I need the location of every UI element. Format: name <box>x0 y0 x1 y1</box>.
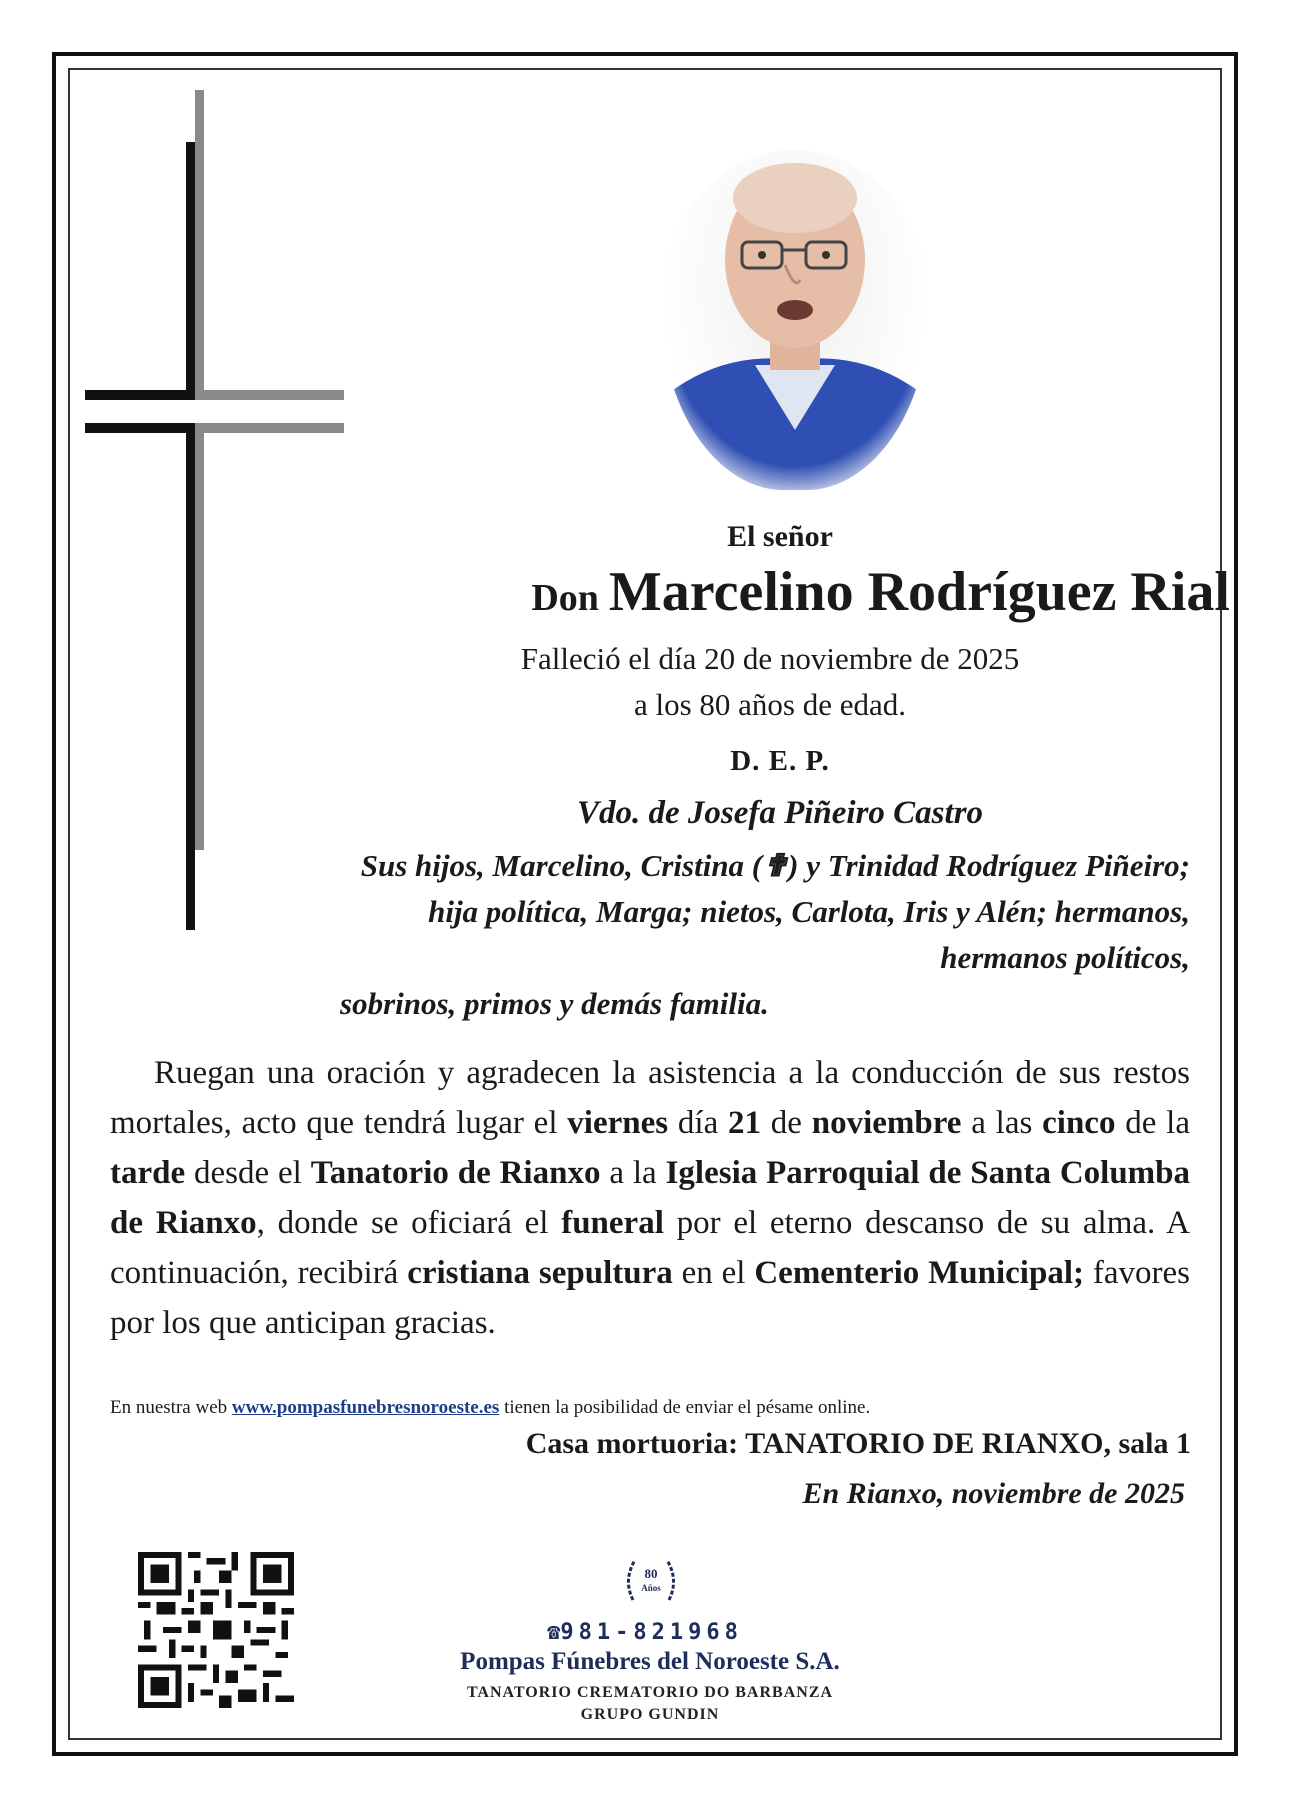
small-cross-icon: ✟ <box>762 848 789 883</box>
phone-line[interactable] <box>480 1620 810 1645</box>
anniversary-badge-icon <box>621 1550 681 1610</box>
company-subtitle-1: TANATORIO CREMATORIO DO BARBANZA <box>466 1684 834 1701</box>
ann-s4: a las <box>961 1105 1043 1141</box>
ann-s2: día <box>668 1105 728 1141</box>
dep-text: D. E. P. <box>730 745 830 777</box>
company-name: Pompas Fúnebres del Noroeste S.A. <box>460 1648 840 1675</box>
portrait-illustration <box>660 150 930 490</box>
full-name: Marcelino Rodríguez Rial <box>608 561 1230 623</box>
company-subtitle-2: GRUPO GUNDIN <box>580 1706 720 1723</box>
death-date: Falleció el día 20 de noviembre de 2025 <box>520 641 1020 676</box>
ann-burial: cristiana sepultura <box>407 1255 673 1291</box>
portrait-photo <box>660 150 930 490</box>
cross-icon <box>85 90 345 930</box>
ann-day: viernes <box>567 1105 669 1141</box>
ann-hour: cinco <box>1042 1105 1116 1141</box>
web-suffix: tienen la posibilidad de enviar el pésame online. <box>499 1397 871 1418</box>
phone-number: 981-821968 <box>560 1620 743 1645</box>
badge-number: 80 <box>644 1566 658 1581</box>
ann-origin: Tanatorio de Rianxo <box>310 1155 601 1191</box>
ann-s11: favores por los que anticipan gracias. <box>110 1255 1190 1341</box>
honorific: El señor <box>727 520 833 553</box>
ann-s1: Ruegan una oración y agradecen la asistencia a la conducción de sus restos mortales, acto que tendrá lugar el <box>110 1055 1190 1141</box>
family-text-2: ) y Trinidad Rodríguez Piñeiro; hija política, Marga; nietos, Carlota, Iris y Alén; hermanos, hermanos políticos, <box>428 848 1190 975</box>
qr-code[interactable] <box>138 1552 294 1708</box>
name-prefix: Don <box>531 577 599 619</box>
ann-time-of-day: tarde <box>110 1155 186 1191</box>
family-text-last: sobrinos, primos y demás familia. <box>340 986 769 1021</box>
ann-s7: a la <box>600 1155 666 1191</box>
family-text-1: Sus hijos, Marcelino, Cristina ( <box>360 848 763 883</box>
place-date: En Rianxo, noviembre de 2025 <box>802 1477 1185 1510</box>
ann-s6: desde el <box>185 1155 311 1191</box>
ann-church: Iglesia Parroquial de Santa Columba de Rianxo <box>110 1155 1191 1241</box>
ann-s3: de <box>761 1105 812 1141</box>
announcement-paragraph <box>110 1048 1190 1348</box>
ann-month: noviembre <box>811 1105 962 1141</box>
phone-icon: ☎ <box>547 1620 561 1645</box>
badge-word: Años <box>641 1583 661 1593</box>
age-at-death: a los 80 años de edad. <box>633 687 907 722</box>
ann-date: 21 <box>728 1105 761 1141</box>
web-prefix: En nuestra web <box>110 1397 232 1418</box>
website-link[interactable]: www.pompasfunebresnoroeste.es <box>231 1397 500 1418</box>
ann-s5: de la <box>1115 1105 1190 1141</box>
ann-s10: en el <box>672 1255 755 1291</box>
family-list <box>340 843 1190 1027</box>
deceased-name <box>400 560 1230 624</box>
ann-s8: , donde se oficiará el <box>256 1205 562 1241</box>
ann-s9: por el eterno descanso de su alma. A continuación, recibirá <box>110 1205 1191 1291</box>
casa-mortuoria: Casa mortuoria: TANATORIO DE RIANXO, sala 1 <box>525 1427 1191 1460</box>
web-notice <box>110 1397 1190 1419</box>
ann-funeral: funeral <box>561 1205 664 1241</box>
ann-cemetery: Cementerio Municipal; <box>754 1255 1084 1291</box>
widow-line: Vdo. de Josefa Piñeiro Castro <box>576 795 984 831</box>
